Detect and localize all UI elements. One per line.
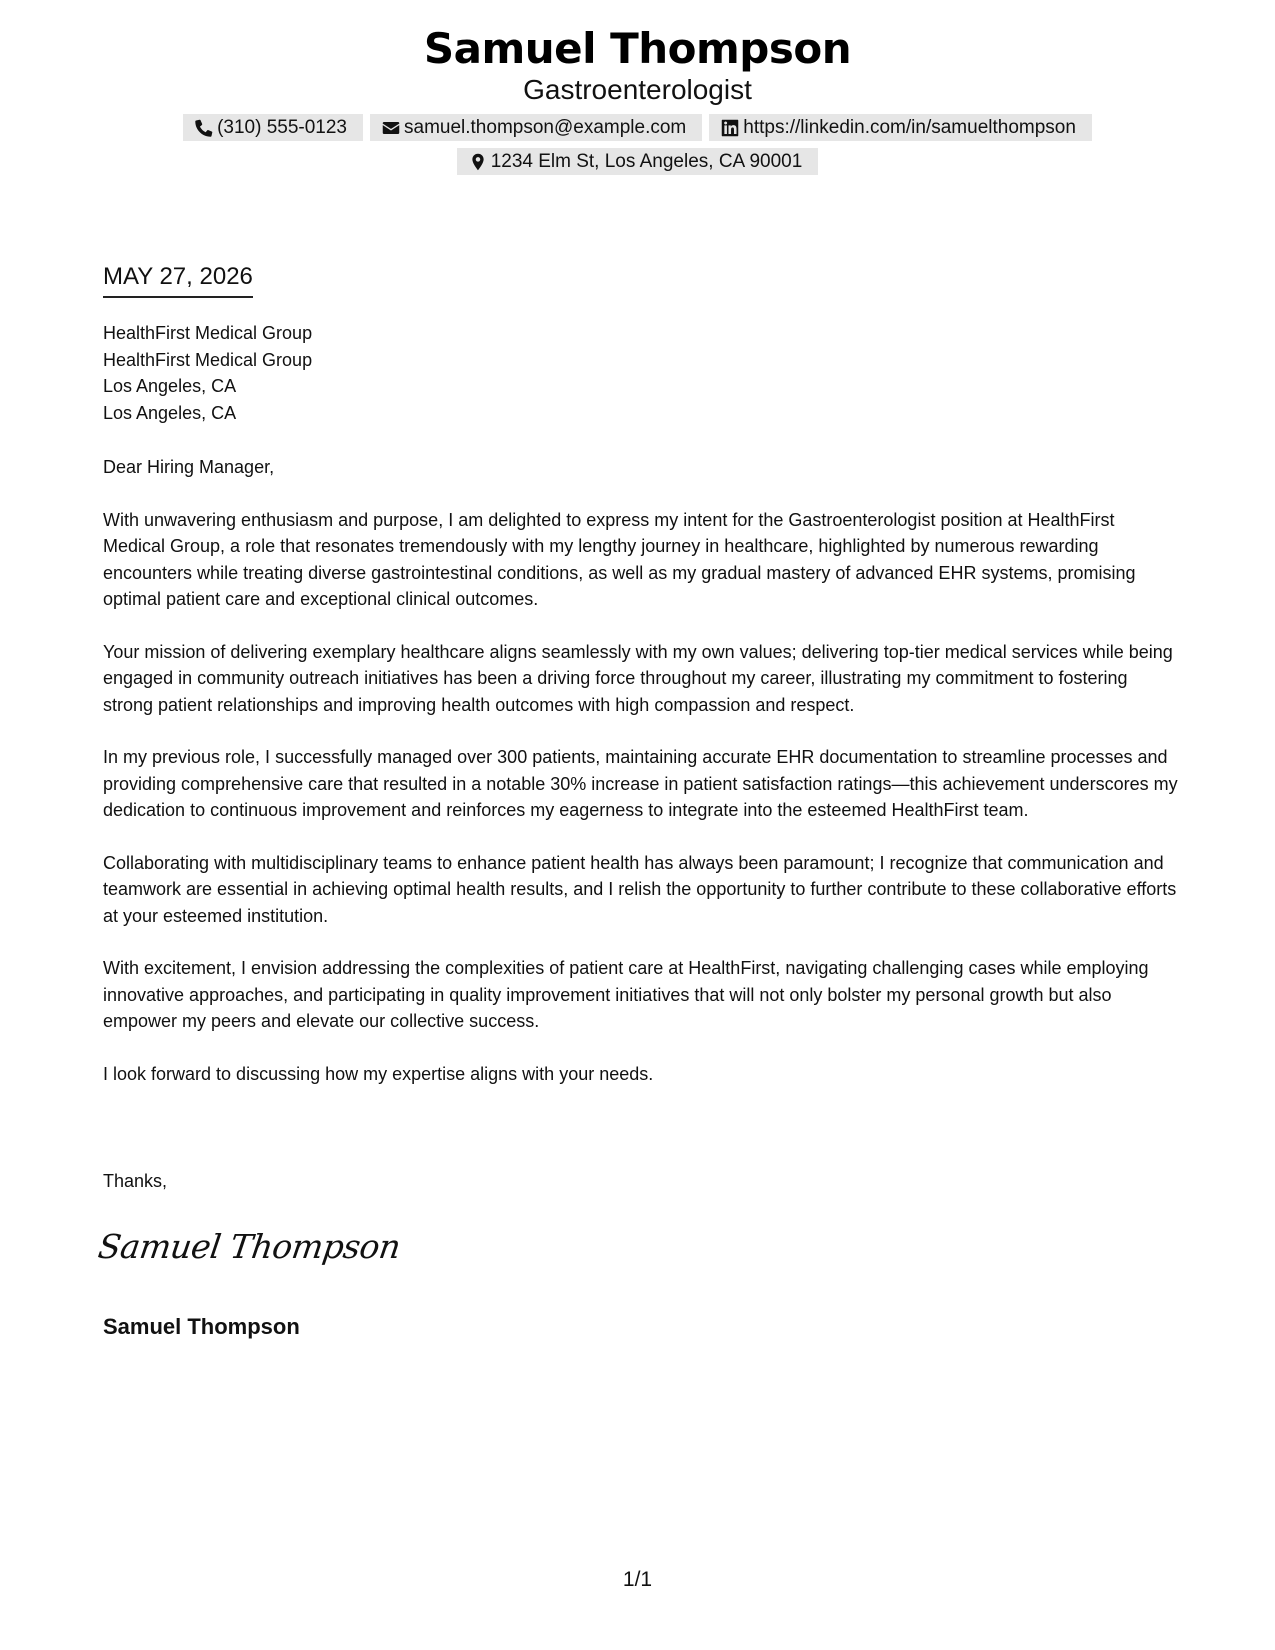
recipient-line: Los Angeles, CA: [103, 402, 237, 423]
body-paragraph: Your mission of delivering exemplary healthcare aligns seamlessly with my own values; delivering top-tier medical services while being engaged in community outreach initiatives has been a driving force throughout my career, illustrating my commitment to fostering strong patient relationships and improving health outcomes with high compassion and respect.: [103, 641, 1173, 715]
contact-linkedin[interactable]: [709, 114, 1092, 141]
envelope-icon: [382, 119, 400, 137]
contact-address[interactable]: [457, 148, 819, 175]
applicant-title: Gastroenterologist: [523, 74, 752, 105]
body-paragraph: In my previous role, I successfully managed over 300 patients, maintaining accurate EHR documentation to streamline processes and providing comprehensive care that resulted in a notable 30% increase in patient satisfaction ratings—this achievement underscores my dedication to continuous improvement and reinforces my eagerness to integrate into the esteemed HealthFirst team.: [103, 747, 1178, 820]
contact-email[interactable]: [370, 114, 702, 141]
letter-body: [103, 454, 1178, 1113]
signature-glyphs: Samuel Thompson: [95, 1227, 403, 1266]
phone-text: (310) 555-0123: [217, 116, 347, 138]
signoff: Thanks,: [103, 1171, 168, 1191]
body-paragraph: I look forward to discussing how my expertise aligns with your needs.: [103, 1063, 654, 1084]
page-indicator: 1/1: [622, 1568, 653, 1591]
handwritten-signature: [95, 1222, 403, 1274]
contact-row-primary: [0, 114, 1275, 141]
salutation: Dear Hiring Manager,: [103, 457, 275, 477]
body-paragraph: With unwavering enthusiasm and purpose, I am delighted to express my intent for the Gastroenterologist position at HealthFirst Medical Group, a role that resonates tremendously with my lengthy journey in healthcare, highlighted by numerous rewarding encounters while treating diverse gastrointestinal conditions, as well as my gradual mastery of advanced EHR systems, promising optimal patient care and exceptional clinical outcomes.: [103, 509, 1136, 609]
recipient-block: [103, 320, 312, 426]
signature-image: [95, 1222, 403, 1274]
letter-header: [0, 22, 1275, 175]
linkedin-text: https://linkedin.com/in/samuelthompson: [743, 116, 1076, 138]
linkedin-icon: [721, 119, 739, 137]
applicant-name: Samuel Thompson: [423, 24, 852, 73]
contact-phone[interactable]: [183, 114, 363, 141]
email-text: samuel.thompson@example.com: [404, 116, 687, 138]
address-text: 1234 Elm St, Los Angeles, CA 90001: [490, 150, 803, 172]
recipient-line: HealthFirst Medical Group: [103, 349, 313, 370]
phone-icon: [195, 119, 213, 137]
signer-name: Samuel Thompson: [103, 1314, 300, 1339]
body-paragraph: Collaborating with multidisciplinary teams to enhance patient health has always been paramount; I recognize that communication and teamwork are essential in achieving optimal health results, and I relish the opportunity to further contribute to these collaborative efforts at your esteemed institution.: [103, 852, 1177, 926]
map-pin-icon: [469, 153, 487, 171]
contact-row-secondary: [0, 148, 1275, 175]
letter-date: MAY 27, 2026: [103, 262, 253, 298]
recipient-line: Los Angeles, CA: [103, 376, 237, 396]
body-paragraph: With excitement, I envision addressing the complexities of patient care at HealthFirst, navigating challenging cases while employing innovative approaches, and participating in quality improvement initiatives that will not only bolster my personal growth but also empower my peers and elevate our collective success.: [103, 958, 1149, 1031]
recipient-line: HealthFirst Medical Group: [103, 323, 313, 343]
